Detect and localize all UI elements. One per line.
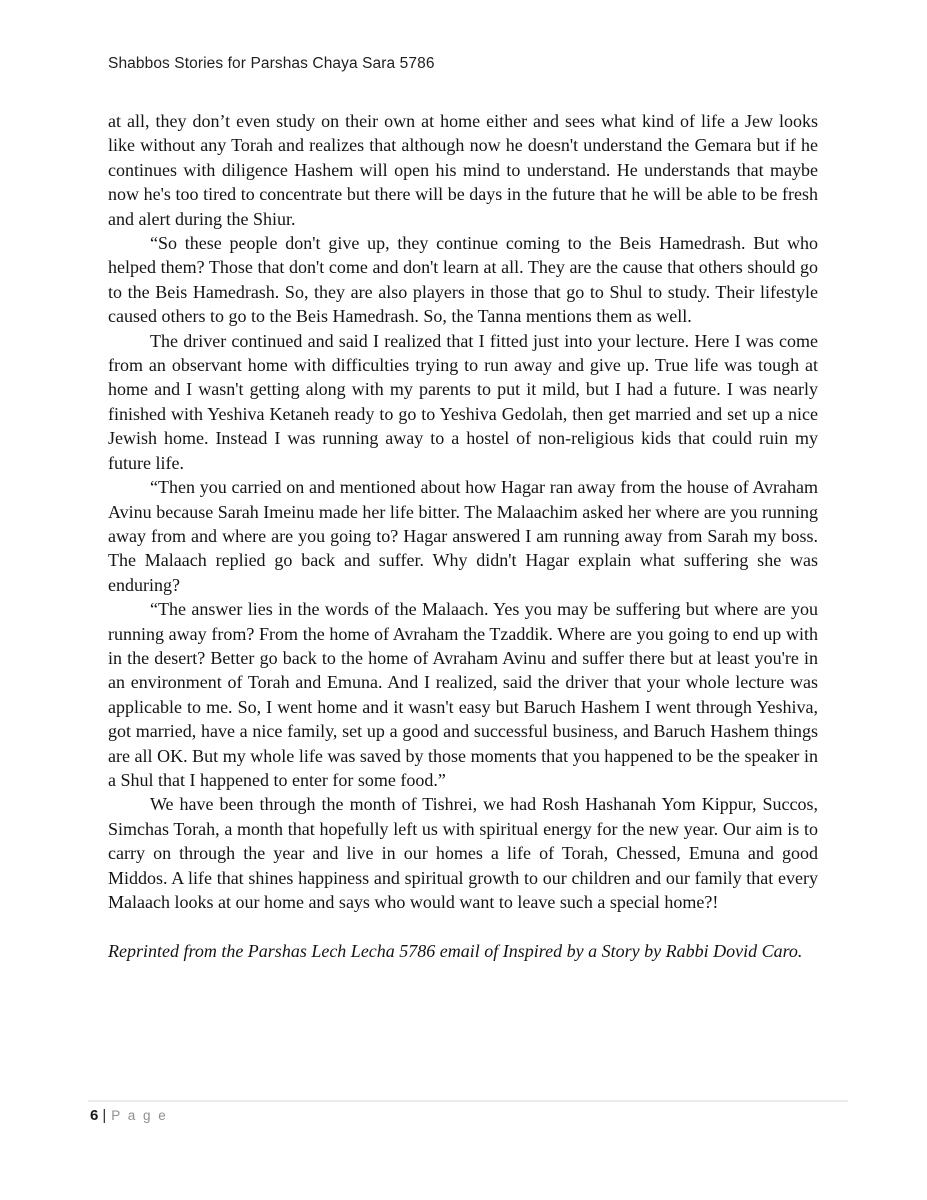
document-header-title: Shabbos Stories for Parshas Chaya Sara 5786 [108,55,435,72]
reprint-attribution-note: Reprinted from the Parshas Lech Lecha 5786 email of Inspired by a Story by Rabbi Dovid Caro. [108,940,803,961]
body-paragraph: “The answer lies in the words of the Malaach. Yes you may be suffering but where are you running away from? From the home of Avraham the Tzaddik. Where are you going to end up with in the desert? Better go back to the home of Avraham Avinu and suffer there but at least you're in an environment of Torah and Emuna. And I realized, said the driver that your whole lecture was applicable to me. So, I went home and it wasn't easy but Baruch Hashem I went through Yeshiva, got married, have a nice family, set up a good and successful business, and Baruch Hashem things are all OK. But my whole life was saved by those moments that you happened to be the speaker in a Shul that I happened to enter for some food.” [108,599,818,790]
footer-separator: | [102,1107,107,1124]
document-body [108,109,818,963]
body-paragraph: “So these people don't give up, they continue coming to the Beis Hamedrash. But who helped them? Those that don't come and don't learn at all. They are the cause that others should go to the Beis Hamedrash. So, they are also players in those that go to Shul to study. Their lifestyle caused others to go to the Beis Hamedrash. So, the Tanna mentions them as well. [108,233,818,327]
footer-page-label: P a g e [111,1108,168,1123]
page-footer [90,1106,168,1126]
page-number: 6 [90,1107,99,1124]
footer-divider [88,1100,848,1102]
body-paragraph: at all, they don’t even study on their own at home either and sees what kind of life a Jew looks like without any Torah and realizes that although now he doesn't understand the Gemara but if he continues with diligence Hashem will open his mind to understand. He understands that maybe now he's too tired to concentrate but there will be days in the future that he will be able to be fresh and alert during the Shiur. [108,111,818,229]
body-paragraph: The driver continued and said I realized that I fitted just into your lecture. Here I was come from an observant home with difficulties trying to run away and give up. True life was tough at home and I wasn't getting along with my parents to put it mild, but I had a future. I was nearly finished with Yeshiva Ketaneh ready to go to Yeshiva Gedolah, then get married and set up a nice Jewish home. Instead I was running away to a hostel of non-religious kids that could ruin my future life. [108,330,818,473]
body-paragraph: “Then you carried on and mentioned about how Hagar ran away from the house of Avraham Avinu because Sarah Imeinu made her life bitter. The Malaachim asked her where are you running away from and where are you going to? Hagar answered I am running away from Sarah my boss. The Malaach replied go back and suffer. Why didn't Hagar explain what suffering she was enduring? [108,477,818,595]
body-paragraph: We have been through the month of Tishrei, we had Rosh Hashanah Yom Kippur, Succos, Simchas Torah, a month that hopefully left us with spiritual energy for the new year. Our aim is to carry on through the year and live in our homes a life of Torah, Chessed, Emuna and good Middos. A life that shines happiness and spiritual growth to our children and our family that every Malaach looks at our home and says who would want to leave such a special home?! [108,794,818,912]
